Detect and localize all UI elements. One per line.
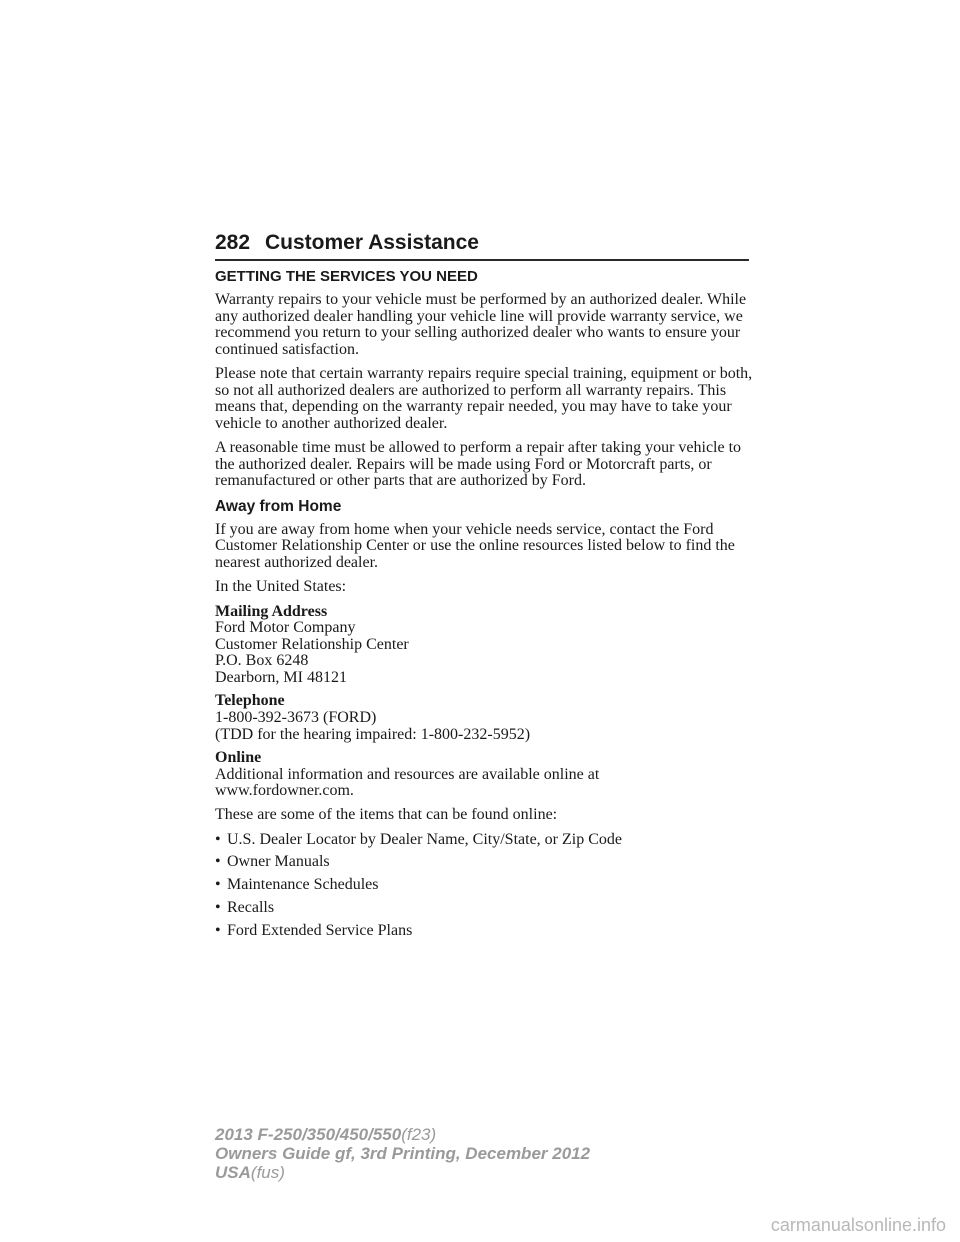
telephone-label: Telephone <box>215 692 285 710</box>
list-item-text: Ford Extended Service Plans <box>227 922 413 940</box>
list-item-text: Owner Manuals <box>227 853 330 871</box>
paragraph-reasonable-time: A reasonable time must be allowed to perform a repair after taking your vehicle to the authorized dealer. Repairs will be made using Ford or Motorcraft parts, or remanufactured or other parts that are authorized by Ford. <box>215 439 742 489</box>
list-item <box>215 832 755 849</box>
online-label: Online <box>215 749 262 767</box>
footer-region-code: (fus) <box>250 1163 285 1182</box>
mailing-address-line: Customer Relationship Center <box>215 635 409 653</box>
telephone-block <box>215 693 755 743</box>
page-header <box>215 231 749 261</box>
paragraph-items-online: These are some of the items that can be found online: <box>215 806 558 824</box>
footer-region-line <box>215 1163 590 1182</box>
section-title: Customer Assistance <box>265 231 479 254</box>
footer-model-code: (f23) <box>401 1125 437 1144</box>
mailing-address-line: Dearborn, MI 48121 <box>215 668 347 686</box>
list-item-text: U.S. Dealer Locator by Dealer Name, City/State, or Zip Code <box>227 830 622 848</box>
page-footer <box>215 1125 590 1182</box>
bullet-icon: • <box>215 922 221 940</box>
list-item-text: Recalls <box>227 899 275 917</box>
footer-region: USA <box>215 1163 251 1182</box>
list-item <box>215 854 755 871</box>
watermark: carmanualsonline.info <box>770 1215 946 1235</box>
telephone-tdd: (TDD for the hearing impaired: 1-800-232-5952) <box>215 725 531 743</box>
footer-printing-line: Owners Guide gf, 3rd Printing, December 2012 <box>215 1144 591 1163</box>
bullet-icon: • <box>215 876 221 894</box>
footer-model: 2013 F-250/350/450/550 <box>215 1125 402 1144</box>
mailing-address-line: P.O. Box 6248 <box>215 652 309 670</box>
online-text: Additional information and resources are available online at <box>215 765 600 783</box>
bullet-icon: • <box>215 830 221 848</box>
telephone-number: 1-800-392-3673 (FORD) <box>215 709 377 727</box>
list-item <box>215 900 755 917</box>
footer-model-line <box>215 1125 590 1144</box>
list-item-text: Maintenance Schedules <box>227 876 379 894</box>
list-item <box>215 877 755 894</box>
bullet-icon: • <box>215 899 221 917</box>
bullet-icon: • <box>215 853 221 871</box>
page-number: 282 <box>215 231 251 254</box>
paragraph-away-from-home: If you are away from home when your vehicle needs service, contact the Ford Customer Relationship Center or use the online resources listed below to find the nearest authorized dealer. <box>215 520 735 571</box>
online-block <box>215 750 755 800</box>
paragraph-united-states: In the United States: <box>215 578 347 595</box>
paragraph-special-training: Please note that certain warranty repairs require special training, equipment or both, so not all authorized dealers are authorized to perform all warranty repairs. This means that, depending on the warranty repair needed, you may have to take your vehicle to another authorized dealer. <box>215 365 753 432</box>
mailing-address-label: Mailing Address <box>215 602 328 620</box>
subheading-away-from-home: Away from Home <box>215 497 342 515</box>
online-url: www.fordowner.com. <box>215 782 354 800</box>
section-heading: GETTING THE SERVICES YOU NEED <box>215 268 478 285</box>
paragraph-warranty-repairs: Warranty repairs to your vehicle must be performed by an authorized dealer. While any authorized dealer handling your vehicle line will provide warranty service, we recommend you return to your selling authorized dealer who wants to ensure your continued satisfaction. <box>215 291 747 358</box>
mailing-address-line: Ford Motor Company <box>215 619 356 637</box>
page-content <box>215 268 755 946</box>
mailing-address-block <box>215 604 755 687</box>
list-item <box>215 923 755 940</box>
online-items-list <box>215 832 755 940</box>
